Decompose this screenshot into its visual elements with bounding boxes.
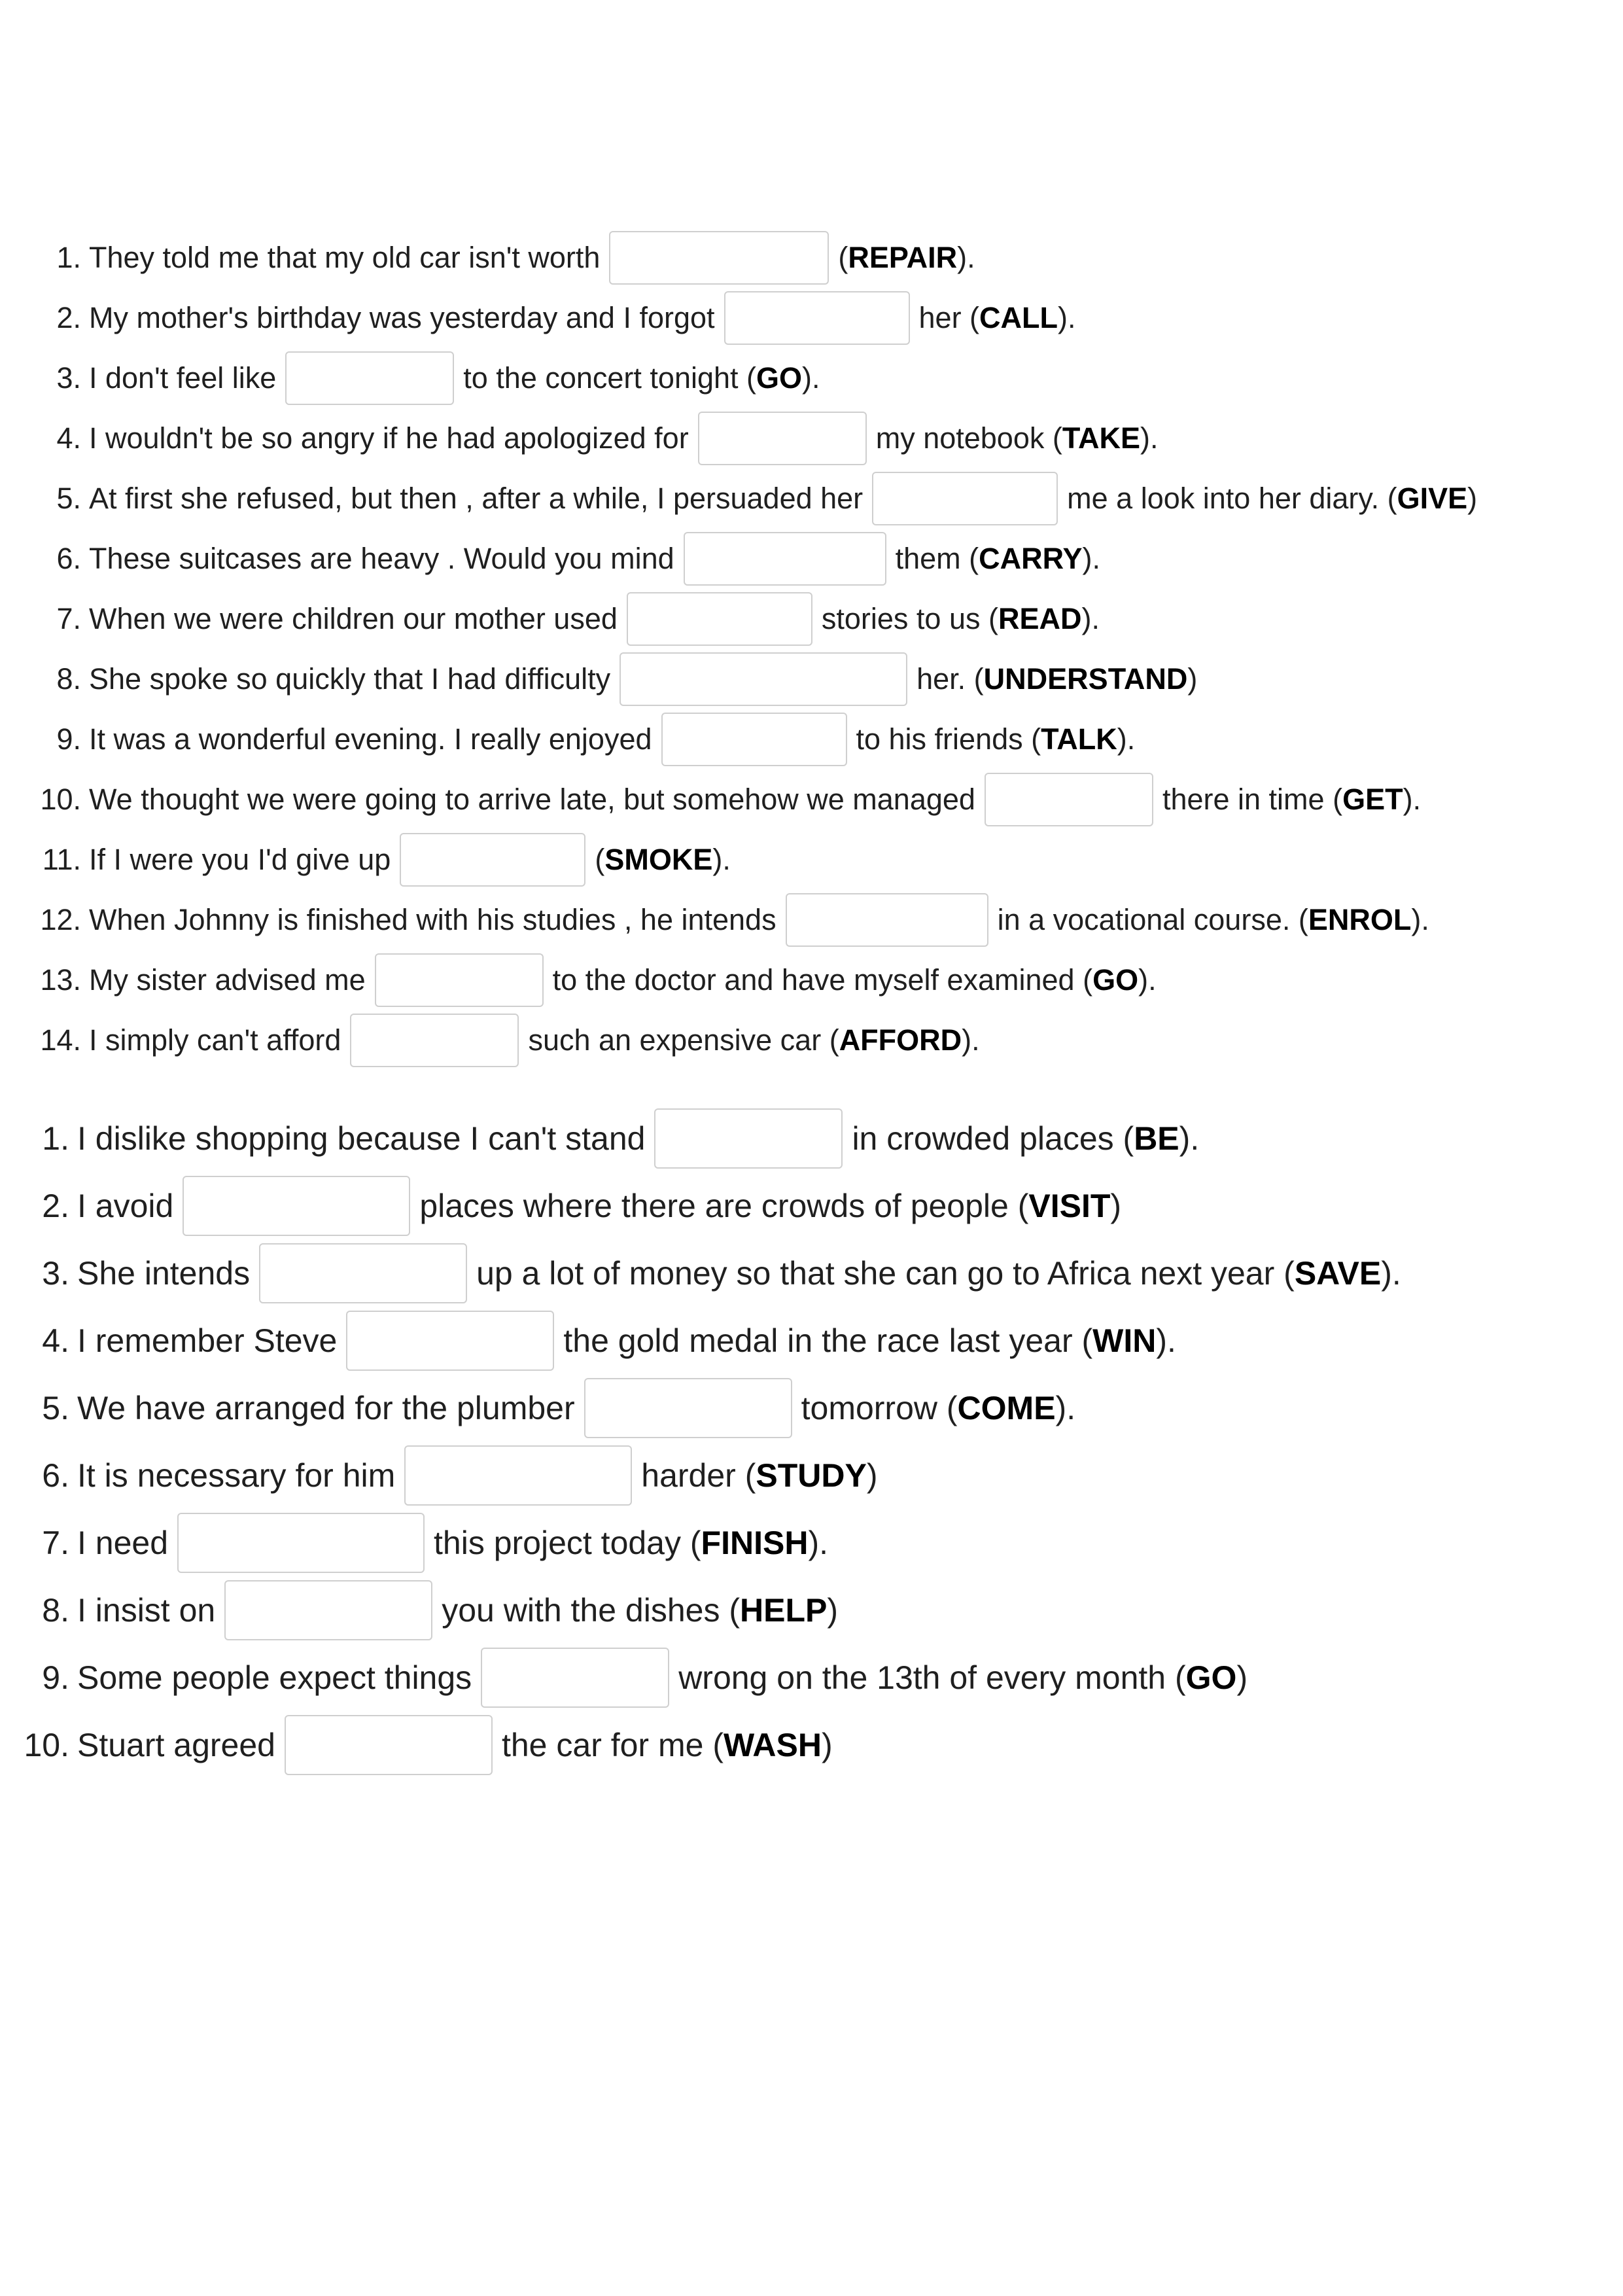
answer-input[interactable] bbox=[627, 592, 812, 646]
verb-prompt: GO bbox=[756, 361, 803, 395]
sentence-start: I simply can't afford bbox=[89, 1023, 341, 1057]
sentence-end: places where there are crowds of people ( bbox=[419, 1187, 1029, 1224]
sentence-start: I don't feel like bbox=[89, 361, 277, 395]
item-number: 7. bbox=[42, 1524, 69, 1561]
exercise-item bbox=[0, 408, 1623, 468]
closing-punctuation: ) bbox=[1187, 662, 1198, 696]
closing-punctuation: ). bbox=[1403, 783, 1422, 816]
item-number: 4. bbox=[42, 1322, 69, 1359]
verb-prompt: TALK bbox=[1041, 722, 1117, 756]
sentence-end: them ( bbox=[895, 542, 979, 575]
closing-punctuation: ). bbox=[808, 1524, 828, 1561]
item-number: 4. bbox=[56, 421, 81, 455]
answer-input[interactable] bbox=[259, 1243, 467, 1303]
sentence-end: to the doctor and have myself examined ( bbox=[552, 963, 1093, 997]
verb-prompt: VISIT bbox=[1028, 1187, 1111, 1224]
sentence-start: It is necessary for him bbox=[77, 1457, 396, 1494]
exercise-item bbox=[0, 468, 1623, 529]
answer-input[interactable] bbox=[654, 1108, 843, 1169]
item-number: 11. bbox=[42, 843, 81, 876]
exercise-item bbox=[0, 1307, 1623, 1374]
closing-punctuation: ) bbox=[1236, 1659, 1248, 1696]
exercise-item bbox=[0, 1239, 1623, 1307]
item-number: 10. bbox=[40, 783, 81, 816]
sentence-end: harder ( bbox=[641, 1457, 756, 1494]
item-number: 5. bbox=[42, 1389, 69, 1426]
answer-input[interactable] bbox=[620, 652, 907, 706]
item-number: 14. bbox=[40, 1023, 81, 1057]
closing-punctuation: ). bbox=[962, 1023, 980, 1057]
closing-punctuation: ) bbox=[1467, 482, 1478, 515]
answer-input[interactable] bbox=[724, 291, 910, 345]
exercise-item bbox=[0, 950, 1623, 1010]
sentence-start: My mother's birthday was yesterday and I forgot bbox=[89, 301, 715, 334]
closing-punctuation: ). bbox=[1381, 1254, 1401, 1292]
sentence-start: At first she refused, but then , after a while, I persuaded her bbox=[89, 482, 864, 515]
exercise-item bbox=[0, 228, 1623, 288]
verb-prompt: FINISH bbox=[701, 1524, 809, 1561]
exercise-item bbox=[0, 1711, 1623, 1778]
sentence-end: this project today ( bbox=[434, 1524, 701, 1561]
closing-punctuation: ) bbox=[821, 1726, 833, 1763]
exercise-item bbox=[0, 348, 1623, 408]
answer-input[interactable] bbox=[224, 1580, 432, 1640]
closing-punctuation: ). bbox=[1058, 301, 1076, 334]
sentence-end: me a look into her diary. ( bbox=[1067, 482, 1397, 515]
answer-input[interactable] bbox=[404, 1445, 632, 1506]
exercise-item bbox=[0, 890, 1623, 950]
sentence-end: there in time ( bbox=[1162, 783, 1343, 816]
item-number: 3. bbox=[56, 361, 81, 395]
answer-input[interactable] bbox=[786, 893, 988, 947]
sentence-end: wrong on the 13th of every month ( bbox=[678, 1659, 1186, 1696]
exercise-section-2 bbox=[0, 1104, 1623, 1778]
sentence-start: It was a wonderful evening. I really enjoyed bbox=[89, 722, 652, 756]
sentence-end: you with the dishes ( bbox=[442, 1591, 741, 1629]
closing-punctuation: ) bbox=[866, 1457, 878, 1494]
answer-input[interactable] bbox=[661, 713, 847, 766]
exercise-item bbox=[0, 1374, 1623, 1441]
exercise-item bbox=[0, 288, 1623, 348]
closing-punctuation: ). bbox=[1411, 903, 1429, 936]
exercise-item bbox=[0, 1010, 1623, 1070]
closing-punctuation: ). bbox=[1055, 1389, 1076, 1426]
sentence-end: such an expensive car ( bbox=[528, 1023, 839, 1057]
sentence-end: ( bbox=[595, 843, 605, 876]
verb-prompt: STUDY bbox=[756, 1457, 867, 1494]
verb-prompt: GET bbox=[1342, 783, 1403, 816]
answer-input[interactable] bbox=[684, 532, 886, 586]
verb-prompt: UNDERSTAND bbox=[983, 662, 1188, 696]
closing-punctuation: ). bbox=[957, 241, 975, 274]
sentence-start: Stuart agreed bbox=[77, 1726, 275, 1763]
exercise-item bbox=[0, 529, 1623, 589]
verb-prompt: WIN bbox=[1092, 1322, 1157, 1359]
exercise-item bbox=[0, 649, 1623, 709]
sentence-start: I avoid bbox=[77, 1187, 174, 1224]
sentence-start: These suitcases are heavy . Would you mind bbox=[89, 542, 674, 575]
verb-prompt: CARRY bbox=[979, 542, 1083, 575]
verb-prompt: CALL bbox=[979, 301, 1058, 334]
item-number: 1. bbox=[42, 1120, 69, 1157]
sentence-end: my notebook ( bbox=[875, 421, 1062, 455]
answer-input[interactable] bbox=[177, 1513, 425, 1573]
item-number: 8. bbox=[42, 1591, 69, 1629]
sentence-end: ( bbox=[838, 241, 848, 274]
item-number: 1. bbox=[56, 241, 81, 274]
verb-prompt: GO bbox=[1092, 963, 1139, 997]
closing-punctuation: ). bbox=[1081, 602, 1100, 635]
item-number: 9. bbox=[42, 1659, 69, 1696]
exercise-item bbox=[0, 769, 1623, 830]
sentence-end: the gold medal in the race last year ( bbox=[563, 1322, 1093, 1359]
answer-input[interactable] bbox=[985, 773, 1153, 826]
exercise-item bbox=[0, 1576, 1623, 1644]
closing-punctuation: ). bbox=[712, 843, 731, 876]
closing-punctuation: ) bbox=[827, 1591, 839, 1629]
sentence-start: I remember Steve bbox=[77, 1322, 338, 1359]
item-number: 6. bbox=[56, 542, 81, 575]
answer-input[interactable] bbox=[609, 231, 829, 285]
verb-prompt: ENROL bbox=[1308, 903, 1412, 936]
sentence-end: in a vocational course. ( bbox=[997, 903, 1308, 936]
closing-punctuation: ) bbox=[1110, 1187, 1122, 1224]
sentence-start: When we were children our mother used bbox=[89, 602, 618, 635]
item-number: 6. bbox=[42, 1457, 69, 1494]
sentence-start: We have arranged for the plumber bbox=[77, 1389, 575, 1426]
item-number: 9. bbox=[56, 722, 81, 756]
verb-prompt: GO bbox=[1185, 1659, 1237, 1696]
sentence-end: in crowded places ( bbox=[852, 1120, 1134, 1157]
item-number: 5. bbox=[56, 482, 81, 515]
verb-prompt: WASH bbox=[723, 1726, 822, 1763]
verb-prompt: GIVE bbox=[1397, 482, 1468, 515]
closing-punctuation: ). bbox=[1082, 542, 1100, 575]
sentence-start: They told me that my old car isn't worth bbox=[89, 241, 601, 274]
answer-input[interactable] bbox=[346, 1311, 554, 1371]
item-number: 12. bbox=[40, 903, 81, 936]
answer-input[interactable] bbox=[375, 953, 544, 1007]
sentence-start: I insist on bbox=[77, 1591, 216, 1629]
closing-punctuation: ). bbox=[1179, 1120, 1200, 1157]
exercise-item bbox=[0, 1644, 1623, 1711]
sentence-end: her. ( bbox=[916, 662, 984, 696]
verb-prompt: SMOKE bbox=[604, 843, 713, 876]
verb-prompt: BE bbox=[1134, 1120, 1179, 1157]
verb-prompt: SAVE bbox=[1294, 1254, 1382, 1292]
sentence-start: My sister advised me bbox=[89, 963, 366, 997]
verb-prompt: HELP bbox=[740, 1591, 828, 1629]
exercise-item bbox=[0, 1441, 1623, 1509]
exercise-item bbox=[0, 1509, 1623, 1576]
closing-punctuation: ). bbox=[1140, 421, 1159, 455]
answer-input[interactable] bbox=[183, 1176, 410, 1236]
item-number: 2. bbox=[42, 1187, 69, 1224]
sentence-end: tomorrow ( bbox=[801, 1389, 958, 1426]
sentence-start: Some people expect things bbox=[77, 1659, 472, 1696]
sentence-start: I wouldn't be so angry if he had apologized for bbox=[89, 421, 689, 455]
exercise-item bbox=[0, 589, 1623, 649]
exercise-item bbox=[0, 1172, 1623, 1239]
item-number: 7. bbox=[56, 602, 81, 635]
answer-input[interactable] bbox=[481, 1648, 669, 1708]
answer-input[interactable] bbox=[285, 1715, 493, 1775]
verb-prompt: TAKE bbox=[1062, 421, 1141, 455]
item-number: 8. bbox=[56, 662, 81, 696]
sentence-start: We thought we were going to arrive late, but somehow we managed bbox=[89, 783, 975, 816]
exercise-item bbox=[0, 709, 1623, 769]
item-number: 13. bbox=[40, 963, 81, 997]
closing-punctuation: ). bbox=[1117, 722, 1136, 756]
answer-input[interactable] bbox=[350, 1014, 519, 1067]
verb-prompt: AFFORD bbox=[839, 1023, 962, 1057]
sentence-start: When Johnny is finished with his studies , he intends bbox=[89, 903, 777, 936]
sentence-end: to his friends ( bbox=[856, 722, 1041, 756]
item-number: 10. bbox=[24, 1726, 69, 1763]
answer-input[interactable] bbox=[285, 351, 454, 405]
sentence-end: the car for me ( bbox=[501, 1726, 724, 1763]
answer-input[interactable] bbox=[584, 1378, 792, 1438]
answer-input[interactable] bbox=[698, 412, 867, 465]
answer-input[interactable] bbox=[872, 472, 1058, 525]
closing-punctuation: ). bbox=[1138, 963, 1157, 997]
closing-punctuation: ). bbox=[1156, 1322, 1176, 1359]
item-number: 3. bbox=[42, 1254, 69, 1292]
sentence-end: her ( bbox=[918, 301, 980, 334]
sentence-start: If I were you I'd give up bbox=[89, 843, 391, 876]
sentence-start: I dislike shopping because I can't stand bbox=[77, 1120, 646, 1157]
exercise-item bbox=[0, 830, 1623, 890]
answer-input[interactable] bbox=[400, 833, 585, 887]
verb-prompt: REPAIR bbox=[848, 241, 958, 274]
sentence-end: stories to us ( bbox=[821, 602, 998, 635]
sentence-start: I need bbox=[77, 1524, 169, 1561]
sentence-start: She intends bbox=[77, 1254, 251, 1292]
exercise-section-1 bbox=[0, 228, 1623, 1070]
item-number: 2. bbox=[56, 301, 81, 334]
sentence-end: up a lot of money so that she can go to Africa next year ( bbox=[476, 1254, 1295, 1292]
sentence-start: She spoke so quickly that I had difficulty bbox=[89, 662, 611, 696]
sentence-end: to the concert tonight ( bbox=[463, 361, 757, 395]
closing-punctuation: ). bbox=[802, 361, 820, 395]
exercise-item bbox=[0, 1104, 1623, 1172]
verb-prompt: READ bbox=[998, 602, 1082, 635]
verb-prompt: COME bbox=[957, 1389, 1056, 1426]
